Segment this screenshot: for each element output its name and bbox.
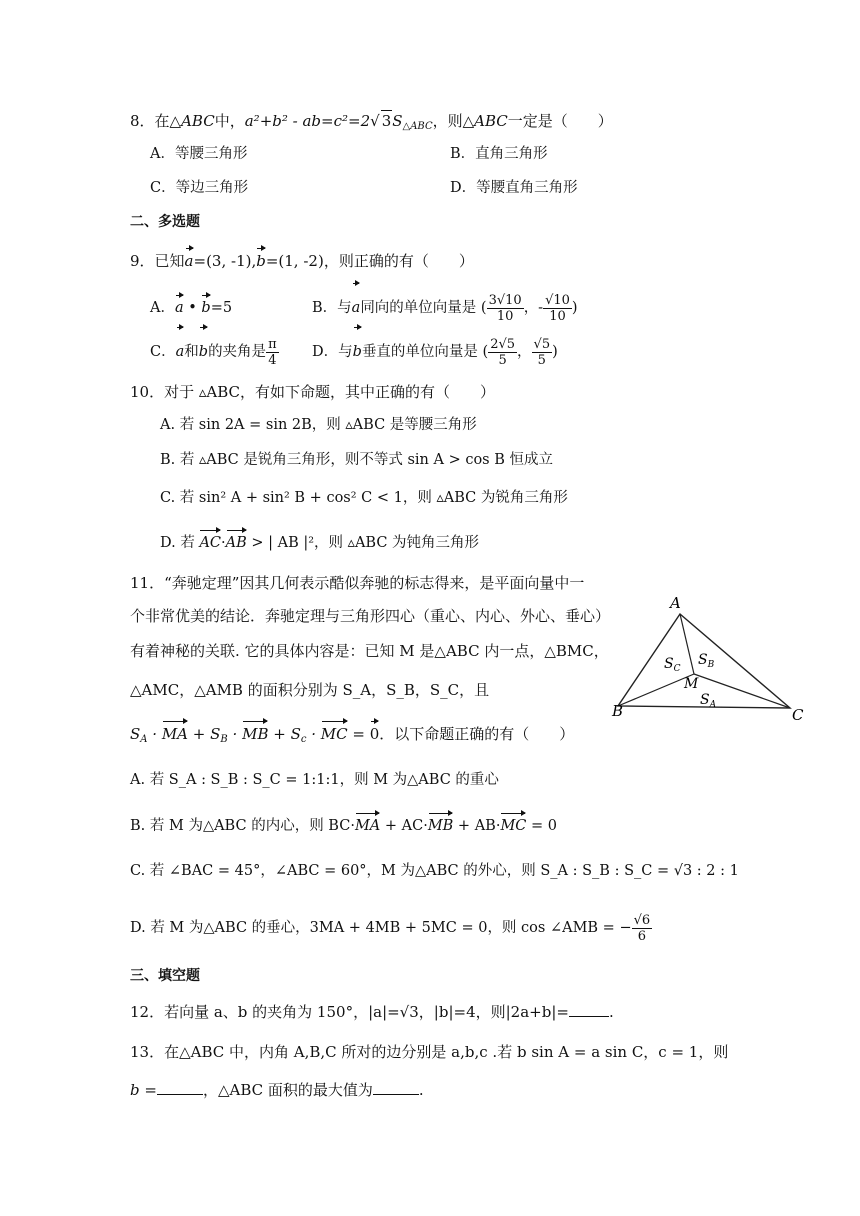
q10-option-d: D. 若 AC·AB > | AB |²，则 ▵ABC 为钝角三角形	[160, 535, 480, 551]
q11-line-3: 有着神秘的关联. 它的具体内容是：已知 M 是△ABC 内一点，△BMC，	[130, 642, 609, 660]
section-heading-multiple-choice: 二、多选题	[130, 214, 200, 230]
q10-option-a: A. 若 sin 2A = sin 2B，则 ▵ABC 是等腰三角形	[160, 417, 477, 433]
q8-option-b: B．直角三角形	[450, 146, 548, 162]
q8-option-d: D．等腰直角三角形	[450, 180, 578, 196]
benz-theorem-triangle-figure	[600, 588, 820, 728]
q13-line-1: 13．在△ABC 中，内角 A,B,C 所对的边分别是 a,b,c .若 b sin A = a sin C，c = 1，则	[130, 1043, 729, 1061]
point-label-m: M	[684, 676, 699, 692]
q11-line-2: 个非常优美的结论．奔驰定理与三角形四心（重心、内心、外心、垂心）	[130, 607, 611, 625]
vertex-label-b: B	[612, 702, 624, 720]
area-label-sb: $S_B$	[698, 652, 715, 670]
q8-stem: 8．在△ABC中，a²+b² - ab=c²=2√ $3S_{\triangle ABC}$，则△ABC一定是（ ）	[130, 112, 613, 132]
segment-am	[680, 614, 694, 674]
area-label-sc: $S_C$	[664, 656, 681, 674]
q11-option-d: D. 若 M 为△ABC 的垂心，3MA + 4MB + 5MC = 0，则 cos ∠AMB = − $\frac{√6}{6}$	[130, 912, 651, 944]
q11-option-a: A. 若 S_A : S_B : S_C = 1:1:1，则 M 为△ABC 的重心	[130, 772, 499, 788]
q13-line-2: b = ，△ABC 面积的最大值为 .	[130, 1081, 424, 1099]
q8-option-c: C．等边三角形	[150, 180, 249, 196]
q11-line-1: 11．“奔驰定理”因其几何表示酷似奔驰的标志得来，是平面向量中一	[130, 574, 585, 592]
q9-stem: 9．已知a=(3, -1),b=(1, -2)，则正确的有（ ）	[130, 252, 474, 270]
q9-option-d: D．与b垂直的单位向量是 ( $\frac{2√5}{5}$ ， $\frac{√5}{5}$ )	[312, 330, 558, 374]
q11-option-c: C. 若 ∠BAC = 45°，∠ABC = 60°，M 为△ABC 的外心，则 S_A : S_B : S_C = √3 : 2 : 1	[130, 863, 739, 879]
q10-option-b: B. 若 ▵ABC 是锐角三角形，则不等式 sin A > cos B 恒成立	[160, 452, 553, 468]
vertex-label-a: A	[670, 594, 681, 612]
q12-stem: 12．若向量 a、b 的夹角为 150°，|a|=√3，|b|=4，则|2a+b|= .	[130, 1003, 614, 1021]
vertex-label-c: C	[792, 706, 804, 724]
q11-option-b: B. 若 M 为△ABC 的内心，则 BC·MA + AC·MB + AB·MC = 0	[130, 818, 557, 834]
q9-option-b: B．与a同向的单位向量是 ( $\frac{3√10}{10}$ ，- $\frac{√10}{10}$ )	[312, 286, 578, 330]
section-heading-fill-in-blank: 三、填空题	[130, 968, 200, 984]
q10-option-c: C. 若 sin² A + sin² B + cos² C < 1，则 ▵ABC 为锐角三角形	[160, 490, 568, 506]
q11-line-4: △AMC，△AMB 的面积分别为 S_A，S_B，S_C，且	[130, 681, 490, 699]
q8-option-a: A．等腰三角形	[150, 146, 248, 162]
q10-stem: 10．对于 ▵ABC，有如下命题，其中正确的有（ ）	[130, 383, 495, 401]
q9-option-a: A．a • b=5	[150, 300, 233, 316]
q9-option-c: C．a和b的夹角是 $\frac{\pi}{4}$	[150, 330, 279, 374]
q11-line-5: $S_A$ · MA + $S_B$ · MB + $S_c$ · MC = 0．以下命题正确的有（ ）	[130, 725, 575, 745]
area-label-sa: $S_A$	[700, 692, 717, 710]
